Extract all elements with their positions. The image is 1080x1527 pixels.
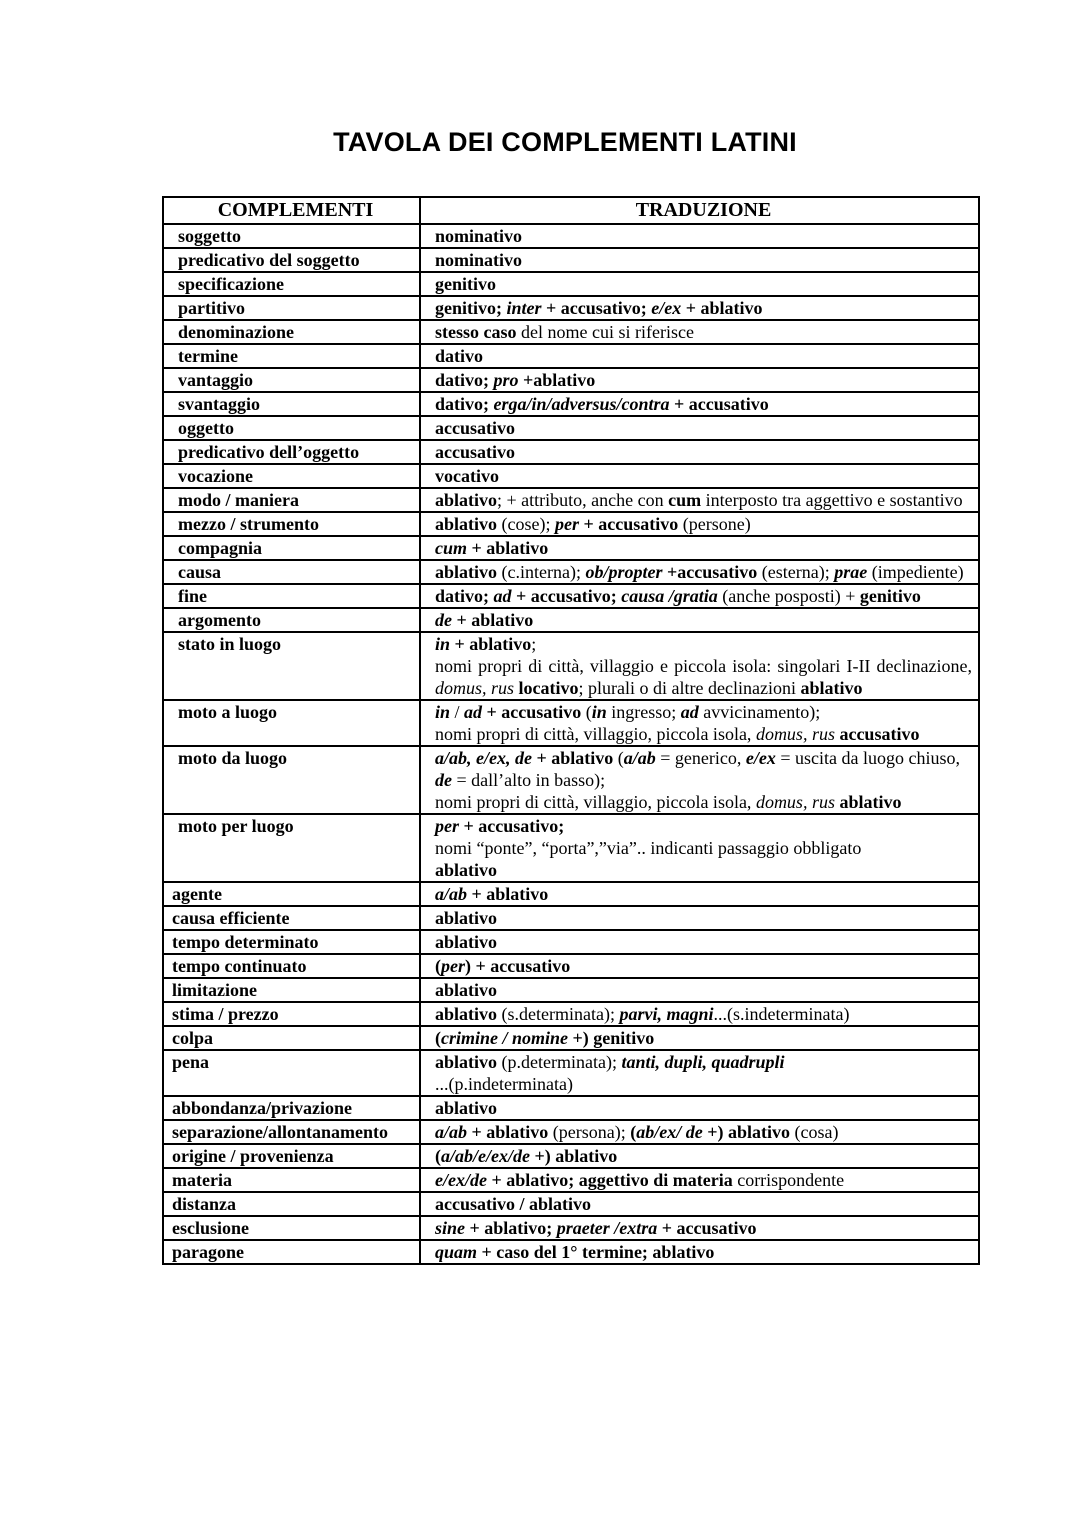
- complement-translation: [420, 1240, 979, 1264]
- translation-fragment: = uscita da luogo chiuso,: [775, 748, 960, 768]
- translation-fragment: (c.interna);: [497, 562, 586, 582]
- table-row: [163, 440, 979, 464]
- translation-fragment: in: [435, 634, 451, 654]
- table-row: [163, 344, 979, 368]
- translation-fragment: stesso caso: [435, 322, 517, 342]
- complement-name: pena: [163, 1050, 420, 1096]
- translation-fragment: + ablativo: [467, 884, 549, 904]
- translation-fragment: (cosa): [790, 1122, 839, 1142]
- table-row: [163, 1002, 979, 1026]
- translation-fragment: ;: [531, 634, 537, 654]
- complement-name: specificazione: [163, 272, 420, 296]
- translation-fragment: nominativo: [435, 250, 523, 270]
- translation-fragment: del nome cui si riferisce: [516, 322, 694, 342]
- translation-fragment: + accusativo;: [541, 298, 652, 318]
- translation-fragment: de: [435, 770, 452, 790]
- table-row: [163, 416, 979, 440]
- complement-translation: [420, 248, 979, 272]
- complement-translation: [420, 608, 979, 632]
- translation-fragment: ; + attributo, anche con: [497, 490, 669, 510]
- complement-name: predicativo dell’oggetto: [163, 440, 420, 464]
- translation-fragment: dativo;: [435, 370, 494, 390]
- complement-name: stima / prezzo: [163, 1002, 420, 1026]
- complement-translation: [420, 1144, 979, 1168]
- translation-fragment: ad: [680, 702, 699, 722]
- translation-fragment: genitivo: [435, 274, 496, 294]
- table-row: [163, 536, 979, 560]
- complement-translation: [420, 1120, 979, 1144]
- table-row: [163, 906, 979, 930]
- translation-fragment: dativo;: [435, 394, 494, 414]
- translation-fragment: + accusativo;: [459, 816, 565, 836]
- complement-name: modo / maniera: [163, 488, 420, 512]
- table-row: [163, 1240, 979, 1264]
- table-row: [163, 488, 979, 512]
- table-row: [163, 1216, 979, 1240]
- translation-fragment: + ablativo: [681, 298, 763, 318]
- translation-fragment: ablativo: [435, 860, 498, 880]
- complements-table: [162, 196, 980, 1265]
- translation-fragment: (persone): [678, 514, 751, 534]
- complement-translation: [420, 700, 979, 746]
- translation-fragment: dativo: [435, 346, 484, 366]
- complement-translation: [420, 814, 979, 882]
- translation-fragment: + accusativo: [579, 514, 679, 534]
- complement-name: separazione/allontanamento: [163, 1120, 420, 1144]
- complement-translation: [420, 584, 979, 608]
- translation-fragment: parvi, magni: [619, 1004, 714, 1024]
- translation-fragment: sine: [435, 1218, 466, 1238]
- complement-translation: [420, 978, 979, 1002]
- translation-fragment: + accusativo: [482, 702, 582, 722]
- complement-name: tempo continuato: [163, 954, 420, 978]
- table-row: [163, 814, 979, 882]
- translation-fragment: (p.determinata);: [497, 1052, 622, 1072]
- complement-name: agente: [163, 882, 420, 906]
- translation-fragment: genitivo;: [435, 298, 507, 318]
- complement-name: moto per luogo: [163, 814, 420, 882]
- translation-fragment: (anche posposti) +: [717, 586, 860, 606]
- translation-fragment: = dall’alto in basso);: [452, 770, 606, 790]
- table-row: [163, 464, 979, 488]
- complement-translation: [420, 368, 979, 392]
- translation-fragment: ) + accusativo: [465, 956, 571, 976]
- translation-fragment: domus, rus: [435, 678, 515, 698]
- table-row: [163, 272, 979, 296]
- table-row: [163, 584, 979, 608]
- complement-translation: [420, 344, 979, 368]
- translation-fragment: accusativo: [435, 442, 515, 462]
- translation-fragment: (: [435, 956, 441, 976]
- complement-name: fine: [163, 584, 420, 608]
- complement-name: oggetto: [163, 416, 420, 440]
- translation-fragment: ingresso;: [606, 702, 681, 722]
- translation-fragment: + ablativo;: [465, 1218, 557, 1238]
- translation-fragment: +) genitivo: [568, 1028, 655, 1048]
- complement-name: moto da luogo: [163, 746, 420, 814]
- translation-fragment: (: [613, 748, 624, 768]
- complement-name: termine: [163, 344, 420, 368]
- translation-fragment: + ablativo; aggettivo di materia: [486, 1170, 733, 1190]
- complement-translation: [420, 272, 979, 296]
- table-row: [163, 320, 979, 344]
- translation-fragment: tanti, dupli, quadrupli: [621, 1052, 785, 1072]
- translation-fragment: domus, rus: [755, 724, 835, 744]
- translation-fragment: e/ex: [745, 748, 776, 768]
- complement-translation: [420, 224, 979, 248]
- complement-name: esclusione: [163, 1216, 420, 1240]
- translation-fragment: + accusativo: [669, 394, 769, 414]
- translation-fragment: genitivo: [859, 586, 921, 606]
- table-body: [163, 224, 979, 1264]
- complement-translation: [420, 512, 979, 536]
- translation-fragment: ablativo: [435, 1004, 498, 1024]
- complement-translation: [420, 464, 979, 488]
- translation-fragment: + ablativo: [467, 538, 549, 558]
- translation-fragment: ad: [464, 702, 483, 722]
- complement-name: svantaggio: [163, 392, 420, 416]
- translation-fragment: in: [435, 702, 451, 722]
- complement-translation: [420, 954, 979, 978]
- complement-translation: [420, 416, 979, 440]
- complement-translation: [420, 1002, 979, 1026]
- translation-fragment: + caso del 1° termine; ablativo: [477, 1242, 715, 1262]
- translation-fragment: (: [630, 1122, 637, 1142]
- complement-name: materia: [163, 1168, 420, 1192]
- complement-name: limitazione: [163, 978, 420, 1002]
- complement-name: predicativo del soggetto: [163, 248, 420, 272]
- translation-fragment: ablativo: [435, 514, 498, 534]
- translation-fragment: ablativo: [435, 562, 498, 582]
- table-row: [163, 368, 979, 392]
- translation-fragment: nominativo: [435, 226, 523, 246]
- translation-fragment: + ablativo: [531, 748, 614, 768]
- complement-translation: [420, 1216, 979, 1240]
- translation-fragment: ; plurali o di altre declinazioni: [578, 678, 801, 698]
- translation-fragment: cum: [435, 538, 468, 558]
- complement-translation: [420, 930, 979, 954]
- translation-fragment: avvicinamento);: [698, 702, 821, 722]
- complement-translation: [420, 882, 979, 906]
- translation-fragment: nomi propri di città, villaggio, piccola isola,: [435, 792, 756, 812]
- complement-translation: [420, 392, 979, 416]
- translation-fragment: prae: [834, 562, 868, 582]
- translation-fragment: nomi propri di città, villaggio e piccola isola: singolari I-II declinazione,: [435, 656, 972, 676]
- translation-fragment: +) ablativo: [702, 1122, 790, 1142]
- translation-fragment: erga/in/adversus/contra: [493, 394, 670, 414]
- complement-translation: [420, 560, 979, 584]
- header-complementi: COMPLEMENTI: [163, 197, 420, 224]
- translation-fragment: vocativo: [435, 466, 499, 486]
- translation-fragment: a/ab: [435, 1122, 468, 1142]
- translation-fragment: (esterna);: [757, 562, 835, 582]
- complement-translation: [420, 1168, 979, 1192]
- header-traduzione: TRADUZIONE: [420, 197, 979, 224]
- translation-fragment: /: [450, 702, 465, 722]
- table-row: [163, 1096, 979, 1120]
- complement-name: partitivo: [163, 296, 420, 320]
- table-row: [163, 608, 979, 632]
- translation-fragment: ablativo: [834, 792, 902, 812]
- translation-fragment: accusativo: [435, 418, 515, 438]
- complement-translation: [420, 1192, 979, 1216]
- translation-fragment: cum: [668, 490, 702, 510]
- table-row: [163, 224, 979, 248]
- translation-fragment: ...(p.indeterminata): [435, 1074, 573, 1094]
- complement-name: vocazione: [163, 464, 420, 488]
- table-row: [163, 1026, 979, 1050]
- table-row: [163, 954, 979, 978]
- translation-fragment: a/ab: [435, 884, 468, 904]
- table-row: [163, 560, 979, 584]
- complement-name: moto a luogo: [163, 700, 420, 746]
- translation-fragment: nomi “ponte”, “porta”,”via”.. indicanti passaggio obbligato: [435, 838, 862, 858]
- complement-name: vantaggio: [163, 368, 420, 392]
- translation-fragment: ablativo: [435, 980, 498, 1000]
- complement-name: causa efficiente: [163, 906, 420, 930]
- complement-name: distanza: [163, 1192, 420, 1216]
- translation-fragment: ablativo: [435, 490, 498, 510]
- complement-translation: [420, 632, 979, 700]
- translation-fragment: (impediente): [867, 562, 964, 582]
- complement-translation: [420, 536, 979, 560]
- translation-fragment: e/ex: [651, 298, 682, 318]
- page-title: TAVOLA DEI COMPLEMENTI LATINI: [333, 127, 797, 157]
- table-row: [163, 296, 979, 320]
- complement-name: paragone: [163, 1240, 420, 1264]
- translation-fragment: de: [435, 610, 452, 630]
- table-row: [163, 1192, 979, 1216]
- complement-name: abbondanza/privazione: [163, 1096, 420, 1120]
- complement-name: colpa: [163, 1026, 420, 1050]
- translation-fragment: accusativo / ablativo: [435, 1194, 591, 1214]
- complement-name: mezzo / strumento: [163, 512, 420, 536]
- translation-fragment: per: [441, 956, 465, 976]
- table-row: [163, 1144, 979, 1168]
- table-row: [163, 1120, 979, 1144]
- complement-name: origine / provenienza: [163, 1144, 420, 1168]
- translation-fragment: a/ab, e/ex, de: [435, 748, 532, 768]
- translation-fragment: a/ab/e/ex/de: [441, 1146, 530, 1166]
- translation-fragment: + accusativo;: [511, 586, 622, 606]
- translation-fragment: ...(s.indeterminata): [713, 1004, 850, 1024]
- translation-fragment: ablativo: [800, 678, 863, 698]
- translation-fragment: + accusativo: [657, 1218, 757, 1238]
- translation-fragment: +accusativo: [662, 562, 758, 582]
- table-header-row: [163, 197, 979, 224]
- translation-fragment: crimine / nomine: [441, 1028, 569, 1048]
- table-row: [163, 248, 979, 272]
- translation-fragment: ob/propter: [585, 562, 663, 582]
- translation-fragment: ab/ex/ de: [636, 1122, 703, 1142]
- complement-translation: [420, 488, 979, 512]
- translation-fragment: per: [555, 514, 579, 534]
- translation-fragment: (s.determinata);: [497, 1004, 620, 1024]
- translation-fragment: ad: [493, 586, 512, 606]
- translation-fragment: ablativo: [435, 1098, 498, 1118]
- translation-fragment: nomi propri di città, villaggio, piccola isola,: [435, 724, 756, 744]
- translation-fragment: +ablativo: [518, 370, 596, 390]
- translation-fragment: = generico,: [655, 748, 746, 768]
- complement-translation: [420, 320, 979, 344]
- complement-name: stato in luogo: [163, 632, 420, 700]
- translation-fragment: (cose);: [497, 514, 555, 534]
- translation-fragment: accusativo: [834, 724, 920, 744]
- translation-fragment: in: [591, 702, 607, 722]
- translation-fragment: ablativo: [435, 932, 498, 952]
- table-row: [163, 392, 979, 416]
- table-row: [163, 882, 979, 906]
- translation-fragment: +) ablativo: [529, 1146, 618, 1166]
- table-row: [163, 746, 979, 814]
- translation-fragment: ablativo: [435, 908, 498, 928]
- complement-name: soggetto: [163, 224, 420, 248]
- translation-fragment: locativo: [514, 678, 579, 698]
- translation-fragment: per: [435, 816, 459, 836]
- translation-fragment: quam: [435, 1242, 478, 1262]
- translation-fragment: corrispondente: [732, 1170, 845, 1190]
- translation-fragment: e/ex/de: [435, 1170, 487, 1190]
- complement-name: causa: [163, 560, 420, 584]
- translation-fragment: causa /gratia: [621, 586, 718, 606]
- table-row: [163, 1168, 979, 1192]
- translation-fragment: ablativo: [435, 1052, 498, 1072]
- complement-name: argomento: [163, 608, 420, 632]
- translation-fragment: (: [435, 1146, 441, 1166]
- complement-translation: [420, 440, 979, 464]
- translation-fragment: (: [581, 702, 592, 722]
- complement-translation: [420, 1096, 979, 1120]
- translation-fragment: a/ab: [623, 748, 656, 768]
- translation-fragment: interposto tra aggettivo e sostantivo: [701, 490, 963, 510]
- table-row: [163, 930, 979, 954]
- table-row: [163, 978, 979, 1002]
- complement-translation: [420, 1050, 979, 1096]
- translation-fragment: inter: [506, 298, 542, 318]
- table-row: [163, 512, 979, 536]
- complement-translation: [420, 296, 979, 320]
- translation-fragment: pro: [493, 370, 519, 390]
- translation-fragment: + ablativo: [450, 634, 532, 654]
- complement-translation: [420, 906, 979, 930]
- complement-translation: [420, 1026, 979, 1050]
- complement-name: compagnia: [163, 536, 420, 560]
- translation-fragment: (: [435, 1028, 441, 1048]
- translation-fragment: praeter /extra: [556, 1218, 658, 1238]
- translation-fragment: (persona);: [548, 1122, 631, 1142]
- complement-name: denominazione: [163, 320, 420, 344]
- table-row: [163, 632, 979, 700]
- translation-fragment: + ablativo: [467, 1122, 549, 1142]
- complement-name: tempo determinato: [163, 930, 420, 954]
- translation-fragment: domus, rus: [755, 792, 835, 812]
- table-row: [163, 700, 979, 746]
- table-row: [163, 1050, 979, 1096]
- translation-fragment: + ablativo: [452, 610, 534, 630]
- complement-translation: [420, 746, 979, 814]
- translation-fragment: dativo;: [435, 586, 494, 606]
